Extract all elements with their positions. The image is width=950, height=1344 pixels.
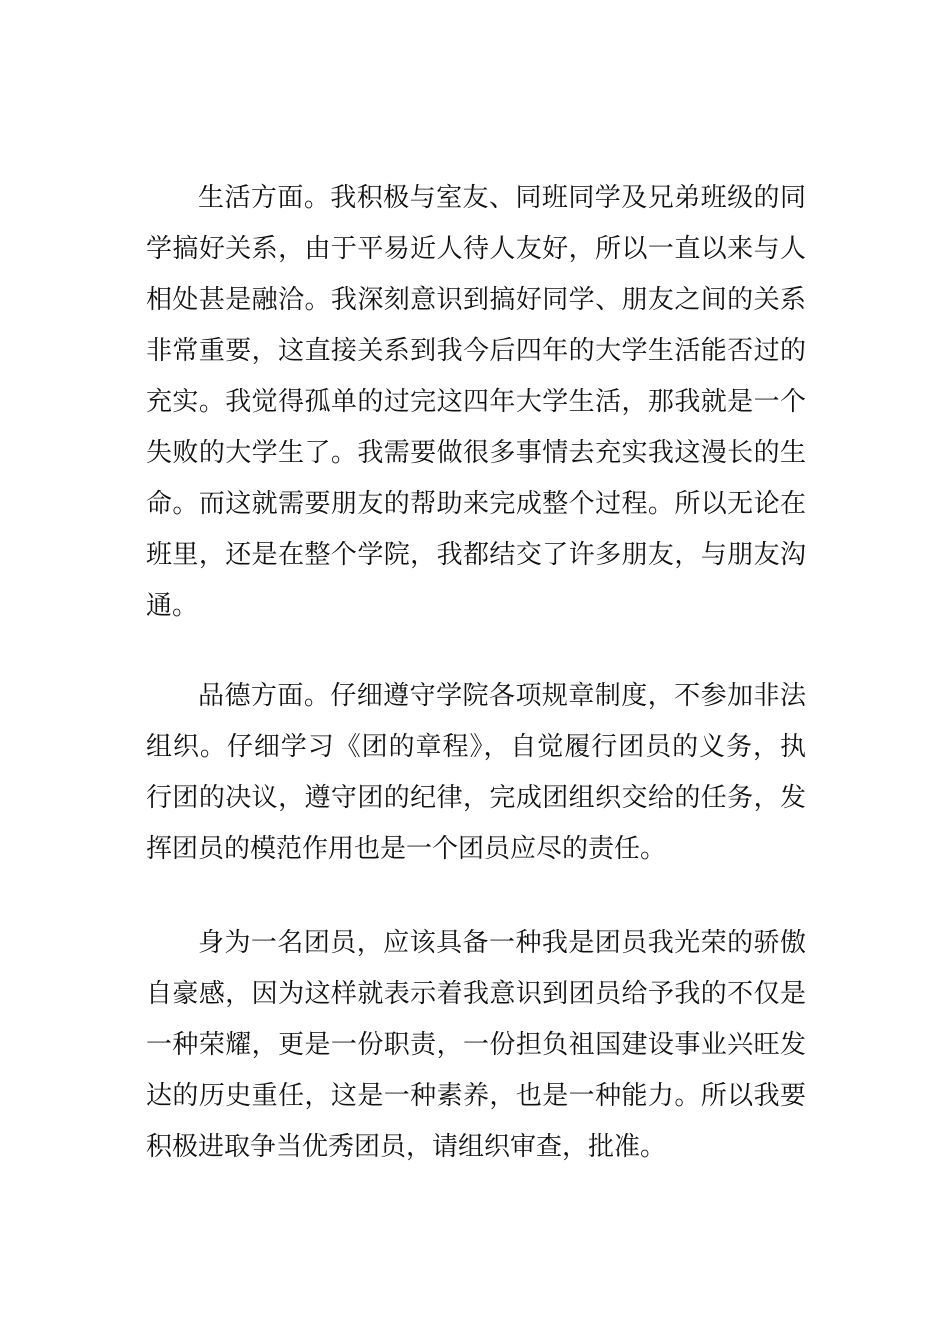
paragraph-life: 生活方面。我积极与室友、同班同学及兄弟班级的同学搞好关系，由于平易近人待人友好，所以一直以来与人相处甚是融洽。我深刻意识到搞好同学、朋友之间的关系非常重要，这直接关系到我今后四年的大学生活能否过的充实。我觉得孤单的过完这四年大学生活，那我就是一个失败的大学生了。我需要做很多事情去充实我这漫长的生命。而这就需要朋友的帮助来完成整个过程。所以无论在班里，还是在整个学院，我都结交了许多朋友，与朋友沟通。	[146, 183, 806, 621]
paragraph-morality: 品德方面。仔细遵守学院各项规章制度，不参加非法组织。仔细学习《团的章程》，自觉履行团员的义务，执行团的决议，遵守团的纪律，完成团组织交给的任务，发挥团员的模范作用也是一个团员应尽的责任。	[146, 681, 806, 864]
paragraph-conclusion: 身为一名团员，应该具备一种我是团员我光荣的骄傲自豪感，因为这样就表示着我意识到团员给予我的不仅是一种荣耀，更是一份职责，一份担负祖国建设事业兴旺发达的历史重任，这是一种素养，也是一种能力。所以我要积极进取争当优秀团员，请组织审查，批准。	[146, 928, 806, 1162]
